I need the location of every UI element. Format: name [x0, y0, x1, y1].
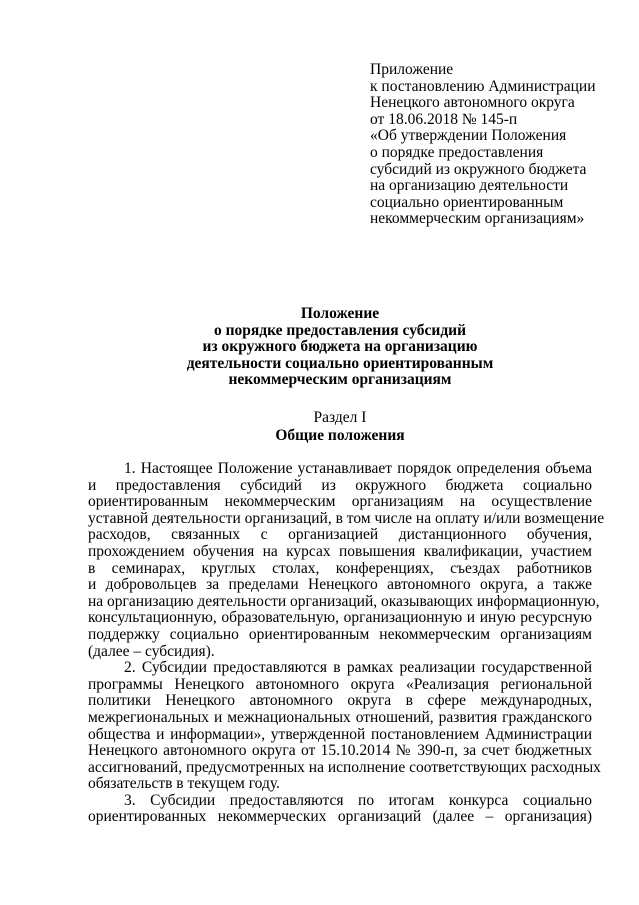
text-line: консультационную, образовательную, организационную и иную ресурсную	[88, 609, 592, 627]
paragraph-1	[88, 460, 605, 660]
text-line: ориентированных некоммерческих организаций (далее – организация)	[88, 808, 592, 826]
text-line: Ненецкого автономного округа от 15.10.2014 № 390-п, за счет бюджетных	[88, 742, 592, 760]
section-number: Раздел I	[313, 409, 367, 426]
title-line: о порядке предоставления субсидий	[213, 321, 467, 339]
text-line: ассигнований, предусмотренных на исполнение соответствующих расходных	[88, 758, 601, 776]
body-text	[88, 460, 605, 826]
text-line: обязательств в текущем году.	[88, 775, 280, 793]
appendix-line: социально ориентированным	[370, 193, 564, 211]
appendix-line: некоммерческим организациям»	[370, 210, 585, 228]
title-line: деятельности социально ориентированным	[186, 354, 494, 372]
title-line: некоммерческим организациям	[228, 371, 452, 389]
text-line: 3. Субсидии предоставляются по итогам конкурса социально	[124, 791, 592, 809]
text-line: в семинарах, круглых столах, конференциях, съездах работников	[88, 559, 592, 577]
text-line: (далее – субсидия).	[88, 642, 215, 660]
text-line: поддержку социально ориентированным некоммерческим организациям	[88, 625, 592, 643]
paragraph-3	[88, 793, 592, 826]
title-line: Положение	[300, 305, 380, 322]
appendix-line: Ненецкого автономного округа	[370, 94, 575, 112]
appendix-line: от 18.06.2018 № 145-п	[370, 110, 518, 128]
title-line: из окружного бюджета на организацию	[202, 338, 478, 356]
text-line: уставной деятельности организаций, в том числе на оплату и/или возмещение	[88, 509, 605, 527]
text-line: и предоставления субсидий из окружного бюджета социально	[88, 476, 592, 494]
text-line: и добровольцев за пределами Ненецкого автономного округа, а также	[88, 576, 592, 594]
text-line: программы Ненецкого автономного округа «Реализация региональной	[88, 675, 592, 693]
appendix-line: к постановлению Администрации	[370, 77, 596, 95]
text-line: прохождением обучения на курсах повышения квалификации, участием	[88, 542, 592, 560]
document-title	[88, 306, 592, 389]
text-line: политики Ненецкого автономного округа в сфере международных,	[88, 692, 592, 710]
text-line: межрегиональных и межнациональных отношений, развития гражданского	[88, 708, 592, 726]
text-line: 1. Настоящее Положение устанавливает порядок определения объема	[124, 460, 592, 477]
appendix-line: Приложение	[370, 61, 454, 78]
appendix-line: субсидий из окружного бюджета	[370, 160, 587, 178]
appendix-line: о порядке предоставления	[370, 143, 544, 161]
section-title: Общие положения	[275, 427, 405, 444]
paragraph-2	[88, 659, 601, 793]
appendix-line: «Об утверждении Положения	[370, 127, 567, 145]
text-line: ориентированным некоммерческим организациям на осуществление	[88, 493, 592, 511]
text-line: 2. Субсидии предоставляются в рамках реализации государственной	[124, 659, 592, 677]
appendix-header	[370, 62, 630, 228]
text-line: общества и информации», утвержденной постановлением Администрации	[88, 725, 592, 743]
appendix-line: на организацию деятельности	[370, 177, 569, 195]
text-line: на организацию деятельности организаций, оказывающих информационную,	[88, 592, 600, 610]
text-line: расходов, связанных с организацией дистанционного обучения,	[88, 526, 592, 544]
